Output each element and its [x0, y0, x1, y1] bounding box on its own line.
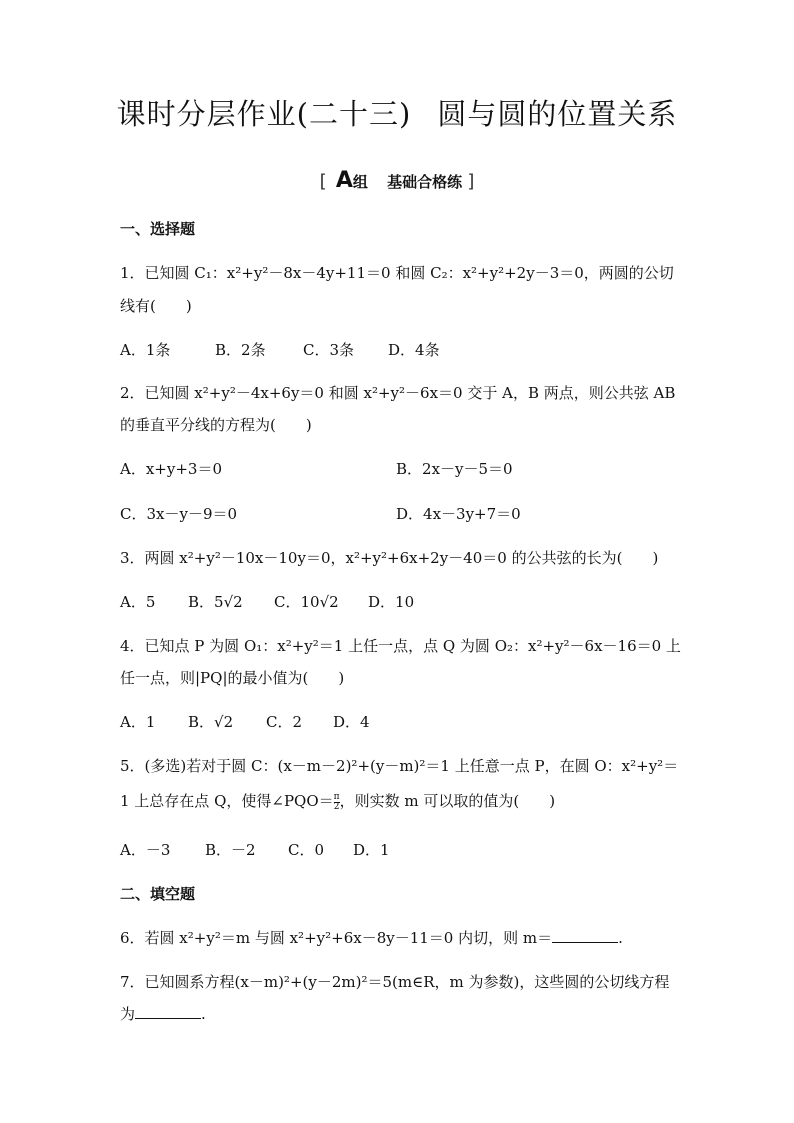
q1-line1: 1．已知圆 C₁：x²+y²－8x－4y+11＝0 和圆 C₂：x²+y²+2y－3＝0，两圆的公切 [120, 264, 674, 282]
q1-option-d[interactable]: D．4条 [388, 341, 440, 359]
q5-line2-end: ) [549, 792, 556, 810]
q5-option-a[interactable]: A．－3 [120, 841, 171, 859]
q6-line1-text: 6．若圆 x²+y²＝m 与圆 x²+y²+6x－8y－11＝0 内切，则 m＝ [120, 929, 553, 947]
q7-line2 [120, 1003, 206, 1024]
q2-line2-end: ) [305, 416, 312, 434]
q6-line1 [120, 927, 623, 948]
section-choice: 一、选择题 [120, 220, 196, 238]
q4-option-c[interactable]: C．2 [266, 713, 303, 731]
q5-option-c[interactable]: C．0 [288, 841, 325, 859]
q7-line2-end: . [201, 1005, 206, 1023]
q4-option-a[interactable]: A．1 [120, 713, 156, 731]
title-left: 课时分层作业(二十三) [116, 97, 412, 131]
q4-option-b[interactable]: B．√2 [188, 713, 234, 731]
q6-line1-end: . [618, 929, 623, 947]
q1-option-b[interactable]: B．2条 [215, 341, 266, 359]
q5-line2 [120, 790, 555, 812]
q2-line1: 2．已知圆 x²+y²－4x+6y＝0 和圆 x²+y²－6x＝0 交于 A，B 两点，则公共弦 AB [120, 384, 676, 402]
q5-line2-text-a: 1 上总存在点 Q，使得∠PQO＝ [120, 792, 334, 810]
page-title [0, 92, 794, 133]
q2-option-b[interactable]: B．2x－y－5＝0 [396, 460, 513, 478]
section-fill-blank: 二、填空题 [120, 885, 196, 903]
q4-line2-end: ) [338, 669, 345, 687]
q3-option-a[interactable]: A．5 [120, 593, 156, 611]
q5-option-b[interactable]: B．－2 [205, 841, 256, 859]
q3-line1-end: ) [652, 549, 659, 567]
q4-line2 [120, 667, 344, 688]
title-right: 圆与圆的位置关系 [437, 97, 678, 131]
q2-option-a[interactable]: A．x+y+3＝0 [120, 460, 222, 478]
q3-option-b[interactable]: B．5√2 [188, 593, 243, 611]
q2-line2-text: 的垂直平分线的方程为( [120, 416, 276, 434]
q1-line2-text: 线有( [120, 297, 156, 315]
fraction-numerator: π [333, 791, 340, 802]
q7-line2-text: 为 [120, 1005, 136, 1023]
q4-option-d[interactable]: D．4 [333, 713, 370, 731]
q2-option-c[interactable]: C．3x－y－9＝0 [120, 505, 238, 523]
q1-option-c[interactable]: C．3条 [303, 341, 355, 359]
group-name: 基础合格练 [387, 173, 463, 191]
q1-line2-end: ) [185, 297, 192, 315]
q2-option-d[interactable]: D．4x－3y+7＝0 [396, 505, 521, 523]
q5-line2-text-b: ，则实数 m 可以取的值为( [339, 792, 520, 810]
q5-line1: 5．(多选)若对于圆 C：(x－m－2)²+(y－m)²＝1 上任意一点 P，在圆 O：x²+y²＝ [120, 757, 679, 775]
q1-option-a[interactable]: A．1条 [120, 341, 171, 359]
q5-option-d[interactable]: D．1 [353, 841, 390, 859]
q3-option-d[interactable]: D．10 [368, 593, 415, 611]
q3-option-c[interactable]: C．10√2 [274, 593, 339, 611]
q7-line1: 7．已知圆系方程(x－m)²+(y－2m)²＝5(m∈R，m 为参数)，这些圆的公切线方程 [120, 973, 670, 991]
q2-line2 [120, 414, 312, 435]
q7-answer-blank[interactable] [135, 1004, 201, 1019]
q6-answer-blank[interactable] [552, 928, 618, 943]
q3-line1 [120, 547, 658, 568]
bracket-open: [ [319, 171, 327, 192]
group-letter: A [335, 168, 353, 193]
q1-line2 [120, 295, 192, 316]
q3-line1-text: 3．两圆 x²+y²－10x－10y＝0，x²+y²+6x+2y－40＝0 的公共弦的长为( [120, 549, 623, 567]
fraction-denominator: 2 [333, 801, 340, 812]
group-zu: 组 [352, 173, 368, 191]
q4-line2-text: 任一点，则|PQ|的最小值为( [120, 669, 309, 687]
q4-line1: 4．已知点 P 为圆 O₁：x²+y²＝1 上任一点，点 Q 为圆 O₂：x²+y²－6x－16＝0 上 [120, 637, 681, 655]
group-header [0, 168, 794, 193]
bracket-close: ] [467, 171, 475, 192]
